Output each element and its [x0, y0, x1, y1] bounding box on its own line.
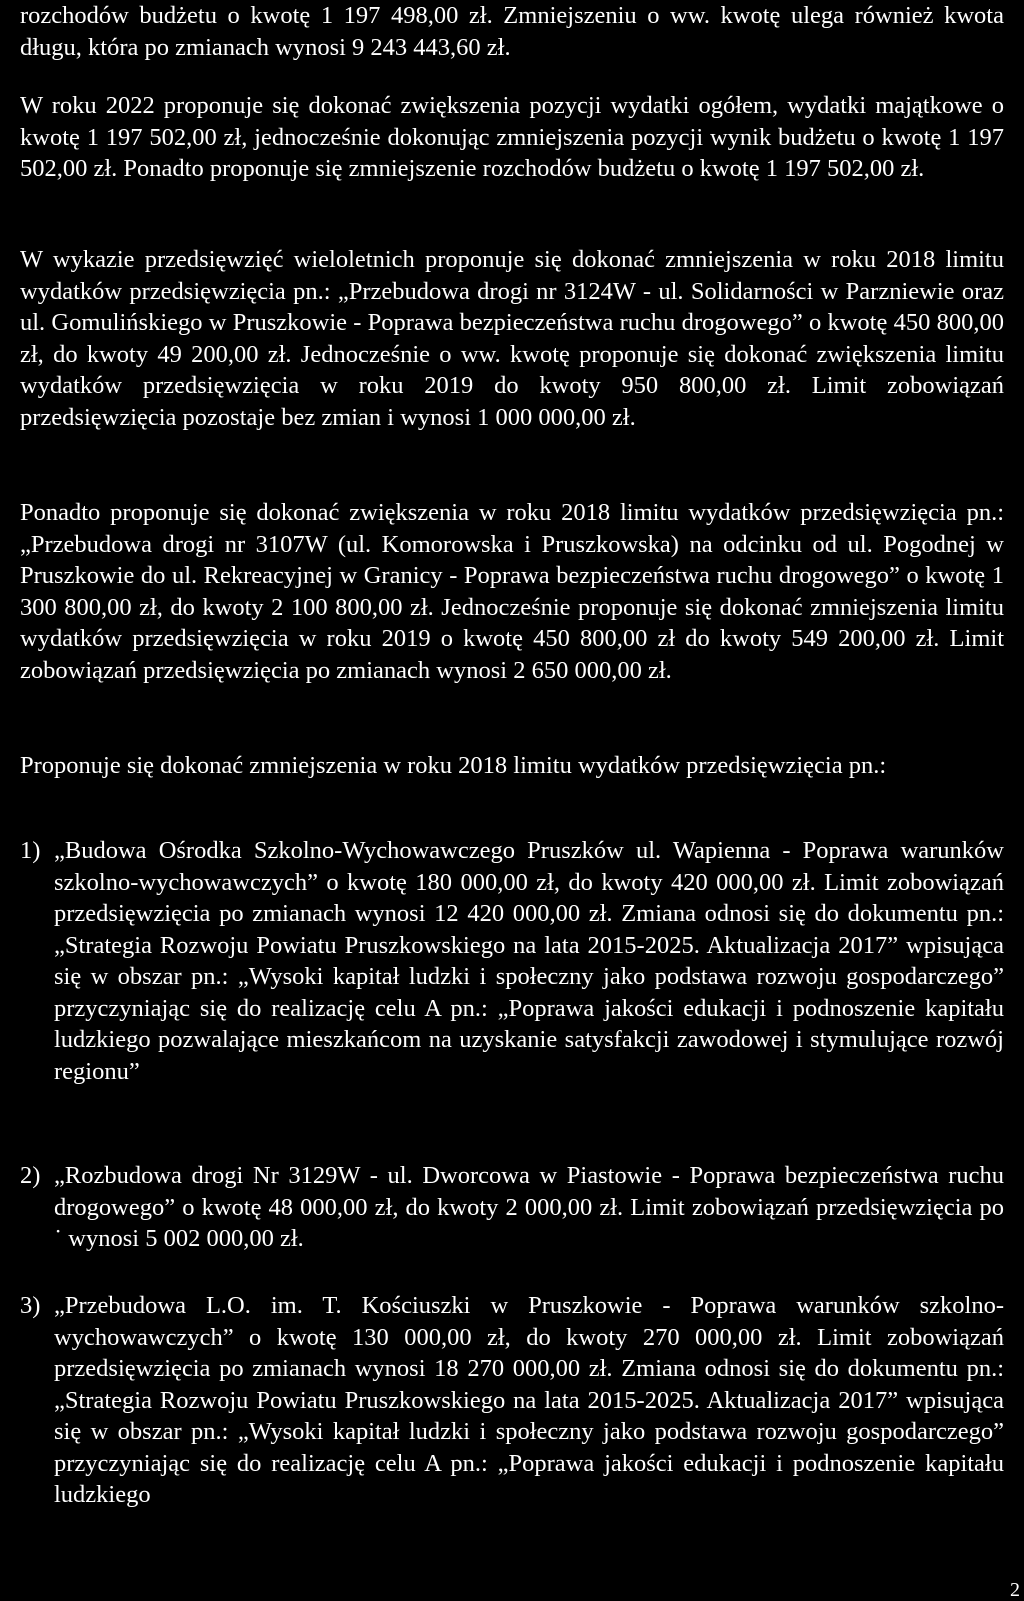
page-number: 2 [1010, 1579, 1020, 1601]
list-item-number: 3) [20, 1292, 41, 1319]
list-item [20, 1160, 1004, 1255]
list-item-text: „Budowa Ośrodka Szkolno-Wychowawczego Pruszków ul. Wapienna - Poprawa warunków szkolno-wychowawczych” o kwotę 180 000,00 zł, do kwoty 420 000,00 zł. Limit zobowiązań przedsięwzięcia po zmianach wynosi 12 420 000,00 zł. Zmiana odnosi się do dokumentu pn.: „Strategia Rozwoju Powiatu Pruszkowskiego na lata 2015-2025. Aktualizacja 2017” wpisująca się w obszar pn.: „Wysoki kapitał ludzki i społeczny jako podstawa rozwoju gospodarczego” przyczyniając się do realizację celu A pn.: „Poprawa jakości edukacji i podnoszenie kapitału ludzkiego pozwalające mieszkańcom na uzyskanie satysfakcji zawodowej i stymulujące rozwój regionu” [54, 837, 1004, 1085]
paragraph-list-intro: Proponuje się dokonać zmniejszenia w roku 2018 limitu wydatków przedsięwzięcia pn.: [20, 752, 887, 779]
paragraph-multiyear-3124w: W wykazie przedsięwzięć wieloletnich proponuje się dokonać zmniejszenia w roku 2018 limitu wydatków przedsięwzięcia pn.: „Przebudowa drogi nr 3124W - ul. Solidarności w Parzniewie oraz ul. Gomulińskiego w Pruszkowie - Poprawa bezpieczeństwa ruchu drogowego” o kwotę 450 800,00 zł, do kwoty 49 200,00 zł. Jednocześnie o ww. kwotę proponuje się dokonać zwiększenia limitu wydatków przedsięwzięcia w roku 2019 do kwoty 950 800,00 zł. Limit zobowiązań przedsięwzięcia pozostaje bez zmian i wynosi 1 000 000,00 zł. [20, 246, 1004, 431]
list-item-number: 1) [20, 837, 41, 864]
list-item [20, 1290, 1004, 1511]
paragraph-multiyear-3107w: Ponadto proponuje się dokonać zwiększenia w roku 2018 limitu wydatków przedsięwzięcia pn.: „Przebudowa drogi nr 3107W (ul. Komorowska i Pruszkowska) na odcinku od ul. Pogodnej w Pruszkowie do ul. Rekreacyjnej w Granicy - Poprawa bezpieczeństwa ruchu drogowego” o kwotę 1 300 800,00 zł, do kwoty 2 100 800,00 zł. Jednocześnie proponuje się dokonać zmniejszenia limitu wydatków przedsięwzięcia w roku 2019 o kwotę 450 800,00 zł do kwoty 549 200,00 zł. Limit zobowiązań przedsięwzięcia po zmianach wynosi 2 650 000,00 zł. [20, 499, 1004, 684]
list-item-text: „Rozbudowa drogi Nr 3129W - ul. Dworcowa w Piastowie - Poprawa bezpieczeństwa ruchu drogowego” o kwotę 48 000,00 zł, do kwoty 2 000,00 zł. Limit zobowiązań przedsięwzięcia po ˙ wynosi 5 002 000,00 zł. [54, 1162, 1004, 1252]
paragraph-2022-changes: W roku 2022 proponuje się dokonać zwiększenia pozycji wydatki ogółem, wydatki majątkowe o kwotę 1 197 502,00 zł, jednocześnie dokonując zmniejszenia pozycji wynik budżetu o kwotę 1 197 502,00 zł. Ponadto proponuje się zmniejszenie rozchodów budżetu o kwotę 1 197 502,00 zł. [20, 92, 1004, 182]
list-item-text: „Przebudowa L.O. im. T. Kościuszki w Pruszkowie - Poprawa warunków szkolno-wychowawczych” o kwotę 130 000,00 zł, do kwoty 270 000,00 zł. Limit zobowiązań przedsięwzięcia po zmianach wynosi 18 270 000,00 zł. Zmiana odnosi się do dokumentu pn.: „Strategia Rozwoju Powiatu Pruszkowskiego na lata 2015-2025. Aktualizacja 2017” wpisująca się w obszar pn.: „Wysoki kapitał ludzki i społeczny jako podstawa rozwoju gospodarczego” przyczyniając się do realizację celu A pn.: „Poprawa jakości edukacji i podnoszenie kapitału ludzkiego [54, 1292, 1004, 1508]
list-item [20, 835, 1004, 1087]
paragraph-budget-outflows: rozchodów budżetu o kwotę 1 197 498,00 zł. Zmniejszeniu o ww. kwotę ulega również kwota długu, która po zmianach wynosi 9 243 443,60 zł. [20, 2, 1004, 61]
list-item-number: 2) [20, 1162, 41, 1189]
